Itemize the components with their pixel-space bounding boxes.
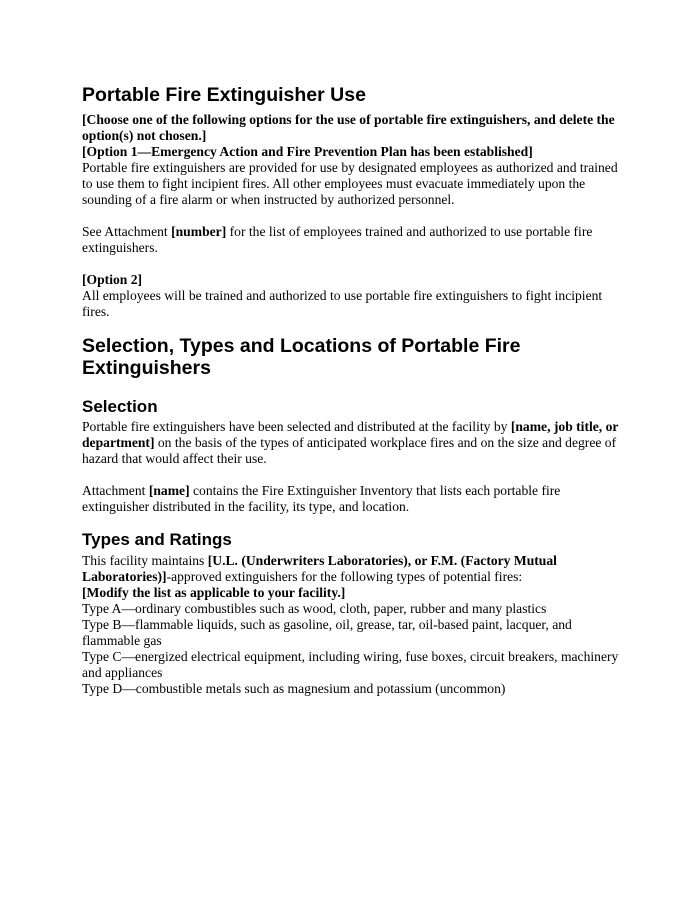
type-c-item: Type C—energized electrical equipment, including wiring, fuse boxes, circuit breakers, machinery and appliances bbox=[82, 649, 619, 680]
subsection-title-types-ratings: Types and Ratings bbox=[82, 530, 232, 549]
attachment-paragraph: See Attachment [number] for the list of employees trained and authorized to use portable fire extinguishers. bbox=[82, 224, 593, 255]
choose-option-instruction: [Choose one of the following options for the use of portable fire extinguishers, and delete the option(s) not chosen.] bbox=[82, 112, 615, 143]
subsection-title-selection: Selection bbox=[82, 397, 158, 416]
document-page bbox=[82, 84, 622, 697]
inventory-paragraph: Attachment [name] contains the Fire Extinguisher Inventory that lists each portable fire extinguisher distributed in the facility, its type, and location. bbox=[82, 483, 561, 514]
option1-paragraph: Portable fire extinguishers are provided for use by designated employees as authorized and trained to use them to fight incipient fires. All other employees must evacuate immediately upon the sounding of a fire alarm or when instructed by authorized personnel. bbox=[82, 160, 618, 207]
type-b-item: Type B—flammable liquids, such as gasoline, oil, grease, tar, oil-based paint, lacquer, and flammable gas bbox=[82, 617, 572, 648]
selection-paragraph: Portable fire extinguishers have been selected and distributed at the facility by [name, job title, or department] on the basis of the types of anticipated workplace fires and on the size and degree of hazard that would affect their use. bbox=[82, 419, 619, 466]
option2-heading: [Option 2] bbox=[82, 272, 143, 287]
type-a-item: Type A—ordinary combustibles such as wood, cloth, paper, rubber and many plastics bbox=[82, 601, 547, 616]
modify-list-instruction: [Modify the list as applicable to your facility.] bbox=[82, 585, 346, 600]
option1-heading: [Option 1—Emergency Action and Fire Prevention Plan has been established] bbox=[82, 144, 533, 159]
types-paragraph: This facility maintains [U.L. (Underwriters Laboratories), or F.M. (Factory Mutual Laboratories)]-approved extinguishers for the following types of potential fires: bbox=[82, 553, 557, 584]
section-title-selection-types: Selection, Types and Locations of Portable Fire Extinguishers bbox=[82, 335, 521, 379]
option2-paragraph: All employees will be trained and authorized to use portable fire extinguishers to fight incipient fires. bbox=[82, 288, 603, 319]
type-d-item: Type D—combustible metals such as magnesium and potassium (uncommon) bbox=[82, 681, 506, 696]
section-title-extinguisher-use: Portable Fire Extinguisher Use bbox=[82, 84, 366, 106]
